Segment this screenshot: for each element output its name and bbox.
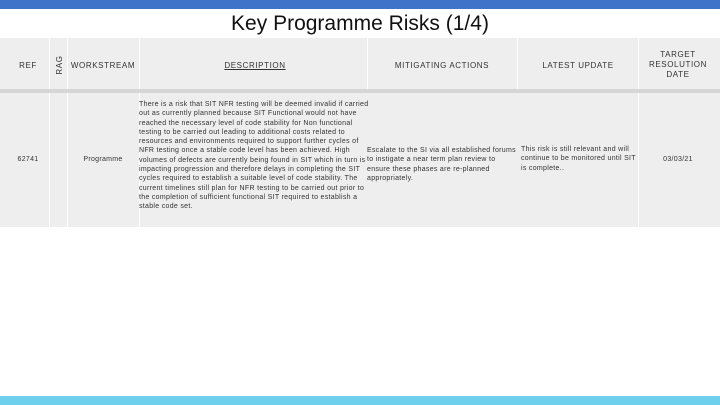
cell-description: There is a risk that SIT NFR testing will be deemed invalid if carried out as currently planned because SIT Functional would not have reached the necessary level of code stability for Non functional testing to be carried out leading to additional costs related to resources and environments required to support further cycles of NFR testing once a stable code level has been achieved. High volumes of defects are currently being found in SIT which in turn is impacting progression and therefore delays in completing the SIT cycles required to establish a suitable level of code stability. The current timelines still plan for NFR testing to be carried out prior to the completion of sufficient functional SIT required to establish a stable code set. [139,101,369,211]
column-divider [67,93,68,227]
top-accent-bar [0,0,720,9]
header-rag: RAG [55,55,64,75]
cell-workstream: Programme [83,156,123,163]
cell-latest-update: This risk is still relevant and will continue to be monitored until SIT is complete.. [521,146,636,172]
header-description: DESCRIPTION [224,61,286,70]
page-title: Key Programme Risks (1/4) [231,12,489,35]
cell-target-resolution-date: 03/03/21 [663,156,693,163]
cell-mitigating-actions: Escalate to the SI via all established forums to instigate a near term plan review to ensure these phases are re-planned appropriately. [367,147,516,182]
column-divider [367,38,368,89]
column-divider [517,38,518,89]
column-divider [139,38,140,89]
cell-ref: 62741 [17,156,39,163]
header-target-resolution-date: TARGET RESOLUTION DATE [648,50,707,79]
header-workstream: WORKSTREAM [70,61,136,70]
header-mitigating-actions: MITIGATING ACTIONS [394,61,490,70]
header-ref: REF [19,61,37,70]
column-divider [49,93,50,227]
bottom-accent-bar [0,396,720,405]
header-latest-update: LATEST UPDATE [542,61,614,70]
header-separator [0,89,720,93]
column-divider [638,38,639,89]
column-divider [638,93,639,227]
